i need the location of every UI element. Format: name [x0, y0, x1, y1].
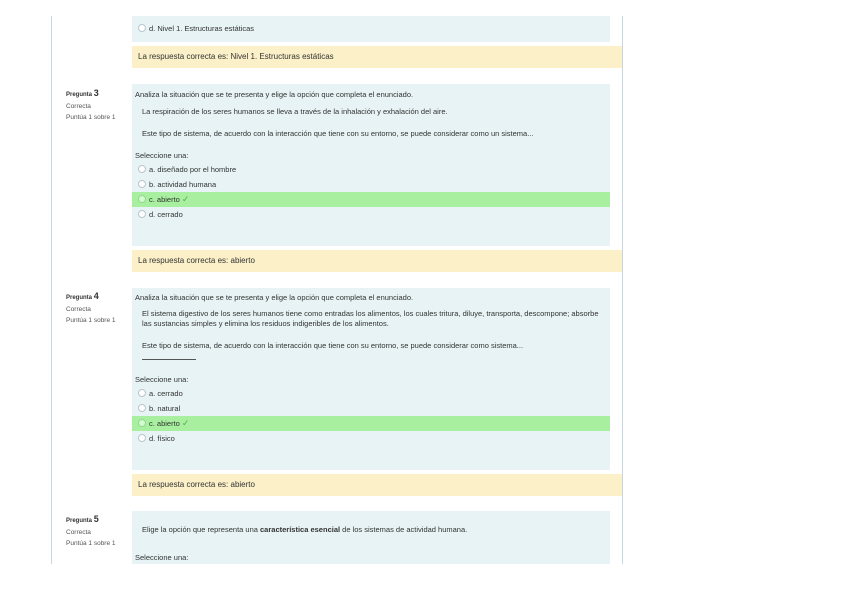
select-label: Seleccione una: [135, 151, 189, 160]
question-5-content [132, 511, 610, 564]
question-2-options-tail [132, 16, 610, 42]
question-grade: Puntúa 1 sobre 1 [66, 540, 116, 547]
check-icon: ✓ [181, 418, 190, 428]
question-state: Correcta [66, 529, 91, 536]
option-a: a. cerrado [132, 386, 610, 401]
radio-icon [138, 24, 146, 32]
question-number: Pregunta 4 [66, 291, 99, 301]
question-4-info [66, 291, 126, 326]
question-instruction: Analiza la situación que se te presenta y elige la opción que completa el enunciado. [135, 90, 414, 99]
question-4-content [132, 288, 610, 470]
select-label: Seleccione una: [135, 375, 189, 384]
question-grade: Puntúa 1 sobre 1 [66, 114, 116, 121]
option-b: b. actividad humana [132, 177, 610, 192]
option-d: d. Nivel 1. Estructuras estáticas [132, 21, 610, 36]
option-a: a. diseñado por el hombre [132, 162, 610, 177]
radio-icon [138, 180, 146, 188]
question-state: Correcta [66, 103, 91, 110]
question-3-info [66, 88, 126, 123]
question-scenario: El sistema digestivo de los seres humanos tiene como entradas los alimentos, los cuales tritura, diluye, transporta, descompone; absorbe las sustancias simples y elimina los residuos indigeribles de los alimentos. [142, 309, 599, 328]
question-3-feedback: La respuesta correcta es: abierto [132, 250, 622, 272]
radio-icon [138, 210, 146, 218]
radio-icon [138, 419, 146, 427]
check-icon: ✓ [181, 194, 190, 204]
option-b: b. natural [132, 401, 610, 416]
option-d: d. físico [132, 431, 610, 446]
radio-icon [138, 404, 146, 412]
select-label: Seleccione una: [135, 553, 189, 562]
option-c-selected-correct: c. abierto ✓ [132, 416, 610, 431]
option-d: d. cerrado [132, 207, 610, 222]
radio-icon [138, 389, 146, 397]
radio-icon [138, 165, 146, 173]
question-text: Este tipo de sistema, de acuerdo con la interacción que tiene con su entorno, se puede considerar como sistema... [132, 329, 610, 363]
answer-blank [142, 351, 196, 360]
radio-icon [138, 195, 146, 203]
question-5-info [66, 514, 126, 549]
question-4-feedback: La respuesta correcta es: abierto [132, 474, 622, 496]
question-3-content [132, 84, 610, 246]
question-text: Este tipo de sistema, de acuerdo con la interacción que tiene con su entorno, se puede considerar como un sistema... [142, 129, 534, 138]
question-state: Correcta [66, 306, 91, 313]
question-scenario: La respiración de los seres humanos se lleva a través de la inhalación y exhalación del aire. [142, 107, 448, 116]
radio-icon [138, 434, 146, 442]
question-instruction: Elige la opción que representa una característica esencial de los sistemas de actividad humana. [142, 525, 468, 534]
question-grade: Puntúa 1 sobre 1 [66, 317, 116, 324]
question-number: Pregunta 5 [66, 514, 99, 524]
option-c-selected-correct: c. abierto ✓ [132, 192, 610, 207]
quiz-review-frame [51, 16, 623, 564]
question-instruction: Analiza la situación que se te presenta y elige la opción que completa el enunciado. [135, 293, 414, 302]
question-number: Pregunta 3 [66, 88, 99, 98]
question-2-feedback: La respuesta correcta es: Nivel 1. Estructuras estáticas [132, 46, 622, 68]
